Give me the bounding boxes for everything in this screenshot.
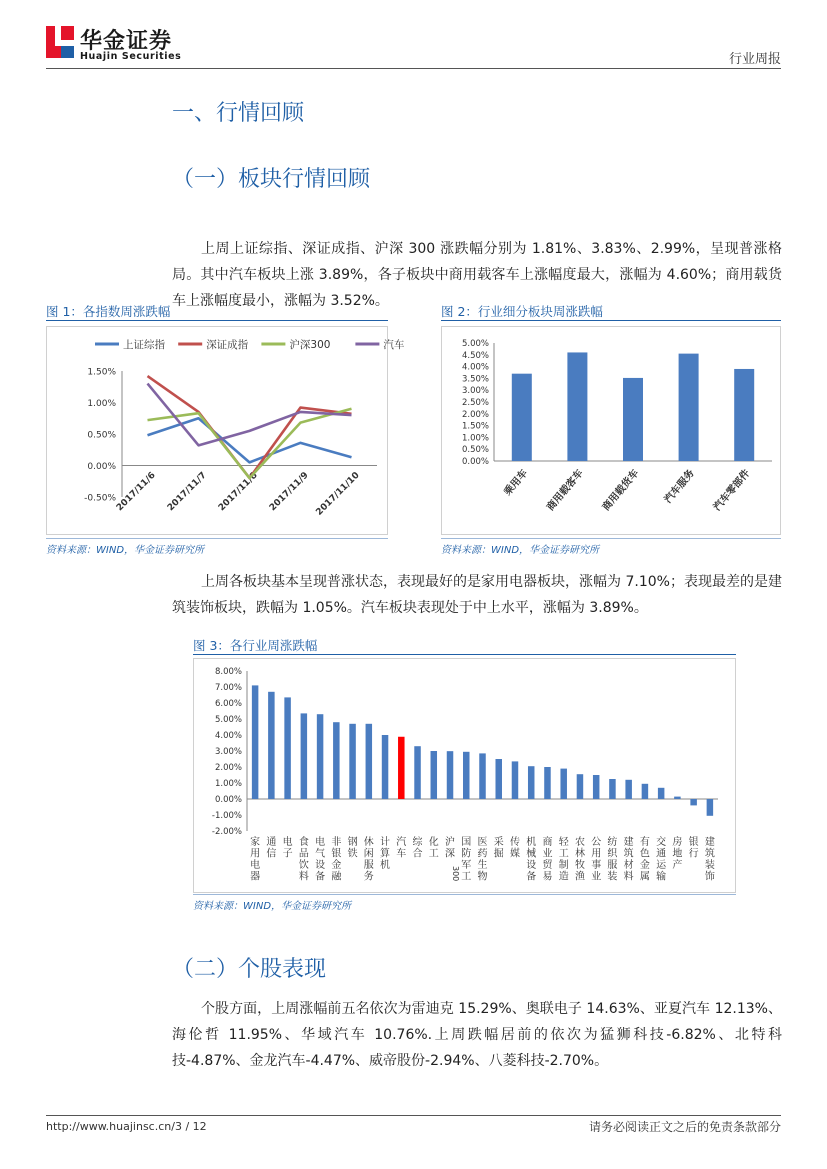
- paragraph-industry-summary: 上周各板块基本呈现普涨状态，表现最好的是家用电器板块，涨幅为 7.10%；表现最差的是建筑装饰板块，跌幅为 1.05%。汽车板块表现处于中上水平，涨幅为 3.89%。: [172, 574, 782, 616]
- x-tick-label: 银行: [688, 837, 699, 860]
- y-tick-label: 6.00%: [214, 699, 242, 709]
- x-tick-label: 机械设备: [526, 837, 537, 883]
- x-tick-label: 计算机: [380, 837, 391, 871]
- y-tick-label: -0.50%: [84, 493, 116, 504]
- bar: [398, 737, 405, 799]
- x-tick-label: 汽车零部件: [711, 467, 753, 514]
- y-tick-label: 1.50%: [461, 421, 489, 432]
- bar: [679, 354, 699, 461]
- figure3-chart: [193, 658, 736, 893]
- x-tick-label: 交通运输: [656, 837, 667, 883]
- bar: [317, 714, 324, 799]
- y-tick-label: 5.00%: [461, 339, 489, 349]
- x-tick-label: 传媒: [509, 837, 520, 860]
- x-tick-label: 2017/11/8: [216, 470, 260, 514]
- y-tick-label: 1.00%: [87, 399, 116, 409]
- x-tick-label: 建筑材料: [623, 837, 634, 883]
- figure1-title: 图 1：各指数周涨跌幅: [46, 304, 171, 319]
- bar: [333, 722, 340, 799]
- bar: [479, 753, 486, 799]
- figure3-top-rule: [193, 654, 736, 655]
- bar: [674, 797, 681, 799]
- x-tick-label: 通信: [266, 837, 277, 860]
- bar: [593, 775, 600, 799]
- x-tick-label: 汽车: [396, 837, 407, 860]
- bar: [544, 767, 551, 799]
- x-tick-label: 商用载货车: [600, 467, 642, 514]
- x-tick-label: 公用事业: [591, 837, 602, 883]
- report-type: 行业周报: [728, 52, 781, 67]
- legend-label: 上证综指: [123, 339, 165, 351]
- bar: [528, 766, 535, 799]
- bar: [495, 759, 502, 799]
- x-tick-label: 食品饮料: [298, 837, 309, 883]
- x-tick-label: 休闲服务: [363, 837, 374, 883]
- bar: [512, 761, 519, 799]
- figure1-bottom-rule: [46, 538, 388, 539]
- bar: [734, 369, 754, 461]
- bar: [414, 746, 421, 799]
- y-tick-label: 0.50%: [461, 445, 489, 456]
- y-tick-label: 1.00%: [461, 433, 489, 444]
- y-tick-label: 0.50%: [87, 430, 116, 441]
- series-line-0: [148, 418, 352, 462]
- bar: [382, 735, 389, 799]
- company-name-cn: 华金证券: [80, 29, 173, 54]
- bar: [284, 697, 291, 799]
- figure2-source: 资料来源：WIND，华金证券研究所: [441, 545, 600, 556]
- footer-url[interactable]: http://www.huajinsc.cn/: [46, 1120, 175, 1133]
- bar: [642, 784, 649, 799]
- legend-label: 沪深300: [289, 339, 331, 351]
- bar: [366, 724, 373, 799]
- x-tick-label: 2017/11/10: [314, 470, 362, 518]
- figure2-top-rule: [441, 320, 781, 321]
- x-tick-label: 化工: [428, 837, 439, 860]
- legend-label: 汽车: [383, 339, 405, 351]
- y-tick-label: 2.00%: [214, 763, 242, 773]
- y-tick-label: 0.00%: [87, 462, 116, 472]
- y-tick-label: 1.50%: [87, 367, 116, 378]
- figure3-bottom-rule: [193, 894, 736, 895]
- x-tick-label: 2017/11/6: [114, 470, 158, 514]
- x-tick-label: 纺织服装: [607, 837, 618, 883]
- x-tick-label: 非银金融: [331, 837, 342, 883]
- x-tick-label: 房地产: [672, 837, 683, 871]
- y-tick-label: -1.00%: [211, 811, 242, 821]
- x-tick-label: 2017/11/9: [267, 470, 311, 514]
- subsection-title-stocks: （二）个股表现: [172, 957, 327, 982]
- x-tick-label: 商用载客车: [545, 467, 586, 514]
- y-tick-label: 3.00%: [461, 386, 489, 397]
- figure3-title: 图 3：各行业周涨跌幅: [193, 638, 318, 653]
- figure2-bar-chart: [442, 327, 780, 534]
- y-tick-label: 5.00%: [214, 715, 242, 725]
- x-tick-label: 电子: [282, 837, 293, 860]
- bar: [431, 751, 438, 799]
- bar: [512, 374, 532, 461]
- huajin-logo-icon: [46, 26, 74, 58]
- bar: [268, 692, 275, 799]
- footer-page-number: 3 / 12: [174, 1120, 207, 1133]
- y-tick-label: 4.00%: [214, 731, 242, 741]
- bar: [447, 751, 454, 799]
- bar: [463, 752, 470, 799]
- bar: [301, 713, 308, 799]
- bar: [252, 685, 259, 799]
- header-divider: [46, 68, 781, 69]
- x-tick-label: 国防军工: [461, 837, 472, 883]
- paragraph-stock-performance: 个股方面，上周涨幅前五名依次为雷迪克 15.29%、奥联电子 14.63%、亚夏汽车 12.13%、海伦哲 11.95%、华域汽车 10.76%.上周跌幅居前的依次为猛狮科技-6.82%、北特科技-4.87%、金龙汽车-4.47%、威帝股份-2.94%、八菱科技-2.70%。: [172, 1001, 782, 1069]
- footer-disclaimer: 请务必阅读正文之后的免责条款部分: [588, 1120, 781, 1134]
- paragraph-index-summary: 上周上证综指、深证成指、沪深 300 涨跌幅分别为 1.81%、3.83%、2.99%，呈现普涨格局。其中汽车板块上涨 3.89%，各子板块中商用载客车上涨幅度最大，涨幅为 4.60%；商用载货车上涨幅度最小，涨幅为 3.52%。: [172, 241, 782, 309]
- bar: [609, 779, 616, 799]
- x-tick-label: 采掘: [493, 837, 504, 860]
- bar: [349, 724, 356, 799]
- bar: [567, 352, 587, 461]
- y-tick-label: 0.00%: [461, 457, 489, 467]
- bar: [623, 378, 643, 461]
- bar: [560, 769, 567, 799]
- bar: [707, 799, 714, 816]
- figure2-chart: [441, 326, 781, 535]
- y-tick-label: 3.50%: [461, 374, 489, 385]
- x-tick-label: 商业贸易: [542, 837, 553, 883]
- x-tick-label: 2017/11/7: [165, 470, 209, 514]
- y-tick-label: -2.00%: [211, 827, 242, 837]
- figure3-bar-chart: [194, 659, 735, 892]
- y-tick-label: 4.50%: [461, 350, 489, 361]
- y-tick-label: 1.00%: [214, 779, 242, 789]
- x-tick-label: 家用电器: [250, 837, 261, 883]
- figure1-line-chart: [47, 327, 405, 534]
- y-tick-label: 8.00%: [214, 667, 242, 677]
- series-line-3: [148, 384, 352, 446]
- footer-divider: [46, 1115, 781, 1116]
- x-tick-label: 汽车服务: [662, 467, 697, 506]
- x-tick-label: 钢铁: [347, 837, 358, 860]
- y-tick-label: 2.00%: [461, 409, 489, 420]
- figure1-top-rule: [46, 320, 388, 321]
- bar: [625, 780, 632, 799]
- bar: [658, 788, 665, 799]
- y-tick-label: 7.00%: [214, 683, 242, 693]
- y-tick-label: 4.00%: [461, 362, 489, 373]
- figure2-bottom-rule: [441, 538, 781, 539]
- bar: [577, 774, 584, 799]
- y-tick-label: 3.00%: [214, 747, 242, 757]
- figure3-source: 资料来源：WIND，华金证券研究所: [193, 901, 352, 912]
- section-title: 一、行情回顾: [172, 101, 305, 126]
- figure1-source: 资料来源：WIND，华金证券研究所: [46, 545, 205, 556]
- x-tick-label: 沪深: [445, 837, 456, 860]
- x-tick-label: 乘用车: [502, 467, 531, 498]
- bar: [690, 799, 697, 805]
- x-tick-label: 建筑装饰: [704, 837, 715, 883]
- x-tick-label-number: 300: [451, 866, 461, 882]
- x-tick-label: 农林牧渔: [574, 837, 585, 883]
- company-name-en: Huajin Securities: [80, 51, 182, 62]
- legend-label: 深证成指: [206, 339, 249, 351]
- x-tick-label: 综合: [412, 837, 423, 860]
- x-tick-label: 有色金属: [639, 837, 650, 883]
- y-tick-label: 2.50%: [461, 398, 489, 408]
- x-tick-label: 医药生物: [477, 837, 488, 883]
- x-tick-label: 轻工制造: [558, 837, 569, 883]
- figure1-chart: [46, 326, 405, 535]
- figure2-title: 图 2：行业细分板块周涨跌幅: [441, 304, 603, 319]
- footer-url-page: [46, 1120, 207, 1133]
- subsection-title-sector: （一）板块行情回顾: [172, 167, 371, 192]
- x-tick-label: 电气设备: [315, 837, 326, 883]
- y-tick-label: 0.00%: [214, 795, 242, 805]
